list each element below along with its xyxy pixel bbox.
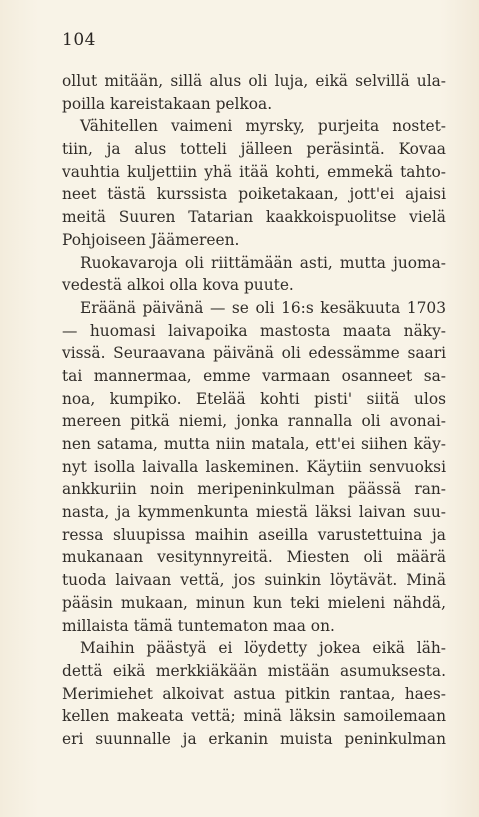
text-line: — huomasi laivapoika mastosta maata näky- (62, 321, 446, 340)
text-line: tuoda laivaan vettä, jos suinkin löytävät. Minä (62, 571, 446, 590)
text-line: ressa sluupissa maihin aseilla varustettuina ja (62, 525, 446, 544)
text-line: tiin, ja alus totteli jälleen peräsintä. Kovaa (62, 140, 446, 159)
text-line: millaista tämä tuntematon maa on. (62, 616, 335, 635)
text-line: vauhtia kuljettiin yhä itää kohti, emmekä tahto- (62, 162, 446, 181)
text-line: Pohjoiseen Jäämereen. (62, 230, 240, 249)
text-line: neet tästä kurssista poiketakaan, jott'ei ajaisi (62, 185, 446, 204)
text-line: ollut mitään, sillä alus oli luja, eikä selvillä ula- (62, 72, 446, 90)
text-line: nasta, ja kymmenkunta miestä läksi laivan suu- (62, 503, 446, 522)
page-number: 104 (62, 30, 96, 50)
text-line: poilla kareistakaan pelkoa. (62, 94, 273, 113)
text-line: nyt isolla laivalla laskeminen. Käytiin senvuoksi (62, 457, 446, 476)
text-line: dettä eikä merkkiäkään mistään asumuksesta. (62, 661, 446, 680)
text-line: vissä. Seuraavana päivänä oli edessämme saari (62, 344, 446, 363)
text-line: ankkuriin noin meripeninkulman päässä ran- (62, 480, 446, 499)
text-line: Ruokavaroja oli riittämään asti, mutta juoma- (80, 253, 446, 272)
text-line: noa, kumpiko. Etelää kohti pisti' siitä ulos (62, 389, 446, 408)
text-line: pääsin mukaan, minun kun teki mieleni nähdä, (62, 593, 446, 612)
text-line: Maihin päästyä ei löydetty jokea eikä läh- (80, 639, 446, 658)
text-line: eri suunnalle ja erkanin muista peninkulman (62, 729, 446, 748)
text-line: Eräänä päivänä — se oli 16:s kesäkuuta 1703 (80, 298, 446, 317)
text-line: mukanaan vesitynnyreitä. Miesten oli määrä (62, 548, 446, 567)
text-line: nen satama, mutta niin matala, ett'ei siihen käy- (62, 435, 446, 453)
text-line: kellen makeata vettä; minä läksin samoilemaan (62, 707, 446, 726)
text-line: meitä Suuren Tatarian kaakkoispuolitse vielä (62, 208, 446, 227)
text-line: mereen pitkä niemi, jonka rannalla oli avonai- (62, 412, 446, 431)
text-line: tai mannermaa, emme varmaan osanneet sa- (62, 366, 446, 385)
text-line: Vähitellen vaimeni myrsky, purjeita nostet- (80, 117, 446, 136)
text-line: Merimiehet alkoivat astua pitkin rantaa, haes- (62, 684, 446, 703)
text-line: vedestä alkoi olla kova puute. (62, 276, 294, 295)
body-text (62, 70, 446, 751)
